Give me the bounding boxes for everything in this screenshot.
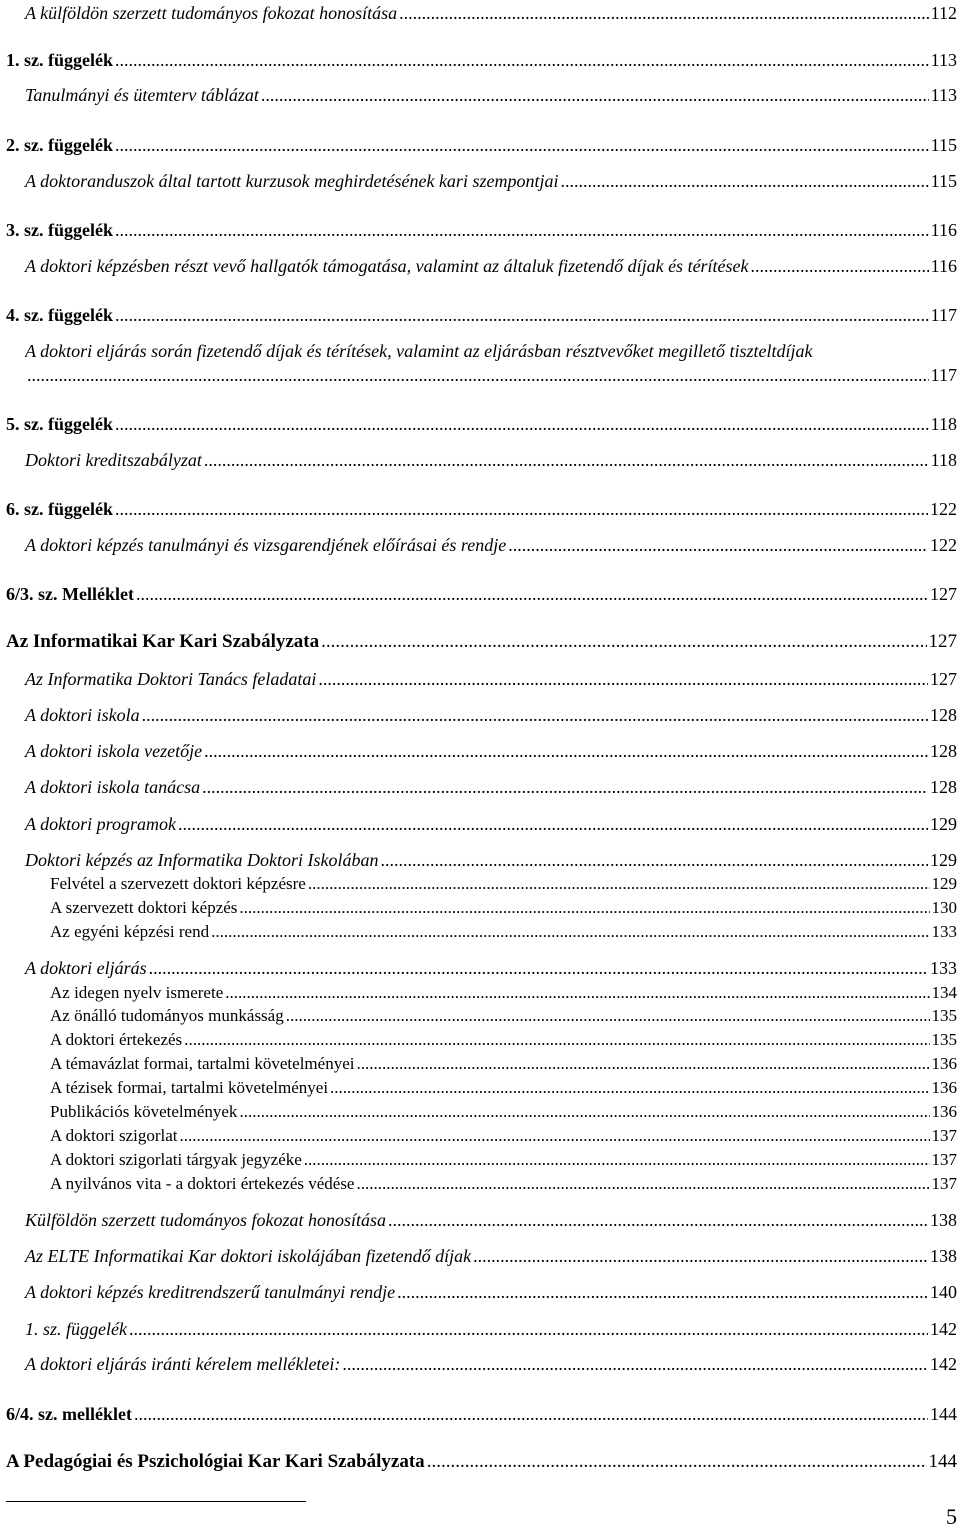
toc-entry-title: A doktoranduszok által tartott kurzusok meghirdetésének kari szempontjai <box>25 171 559 191</box>
toc-entry-page: 140 <box>930 1282 957 1302</box>
toc-entry <box>50 1150 957 1170</box>
toc-leader <box>115 304 929 326</box>
toc-entry <box>6 413 957 435</box>
toc-entry <box>25 170 957 192</box>
toc-entry <box>50 1174 957 1194</box>
toc-entry-page: 136 <box>931 1078 957 1097</box>
toc-entry <box>6 1403 957 1425</box>
toc-entry-page: 112 <box>930 3 957 23</box>
toc-entry-title: Az egyéni képzési rend <box>50 922 210 941</box>
toc-leader <box>134 1403 928 1425</box>
toc-entry-title: 6/4. sz. melléklet <box>6 1404 132 1424</box>
toc-leader <box>202 776 928 798</box>
toc-entry-page: 137 <box>931 1150 957 1169</box>
toc-leader <box>149 957 928 979</box>
toc-entry-title: 4. sz. függelék <box>6 305 113 325</box>
toc-leader <box>115 49 929 71</box>
toc-entry-page: 137 <box>931 1126 957 1145</box>
toc-entry-title: A külföldön szerzett tudományos fokozat honosítása <box>25 3 398 23</box>
toc-entry <box>6 1451 957 1473</box>
toc-entry-page: 115 <box>930 135 957 155</box>
footer-rule <box>6 1501 306 1502</box>
toc-leader <box>388 1209 928 1231</box>
toc-entry <box>25 849 957 871</box>
toc-entry-title: A doktori képzés tanulmányi és vizsgarendjének előírásai és rendje <box>25 535 507 555</box>
toc-entry-title: Külföldön szerzett tudományos fokozat honosítása <box>25 1210 387 1230</box>
toc-entry-title: Az önálló tudományos munkásság <box>50 1006 284 1025</box>
toc-entry-page: 144 <box>928 1451 957 1472</box>
toc-entry-page: 127 <box>928 631 957 652</box>
toc-entry-title: 3. sz. függelék <box>6 220 113 240</box>
toc-entry-title: A tézisek formai, tartalmi követelményei <box>50 1078 329 1097</box>
toc-entry <box>50 922 957 942</box>
toc-entry-title: A doktori eljárás <box>25 958 147 978</box>
toc-entry <box>25 704 957 726</box>
toc-entry-title: A nyilvános vita - a doktori értekezés védése <box>50 1174 355 1193</box>
toc-entry-page: 136 <box>931 1054 957 1073</box>
toc-entry-page: 144 <box>930 1404 957 1424</box>
toc-entry <box>6 631 957 653</box>
toc-entry-page: 128 <box>930 705 957 725</box>
toc-entry-title: Tanulmányi és ütemterv táblázat <box>25 85 259 105</box>
toc-entry-page: 115 <box>930 171 957 191</box>
toc-entry-title: A Pedagógiai és Pszichológiai Kar Kari Szabályzata <box>6 1451 425 1472</box>
toc-leader <box>342 1353 928 1375</box>
toc-leader <box>179 1126 929 1146</box>
toc-leader <box>356 1174 929 1194</box>
toc-entry-page: 117 <box>930 305 957 325</box>
toc-leader <box>225 983 929 1003</box>
toc-entry-title: A doktori iskola vezetője <box>25 741 203 761</box>
toc-entry <box>6 498 957 520</box>
toc-entry-page: 118 <box>930 414 957 434</box>
toc-entry <box>25 449 957 471</box>
toc-entry-page: 142 <box>930 1354 957 1374</box>
toc-leader <box>211 922 929 942</box>
toc-leader <box>136 583 928 605</box>
toc-leader <box>399 2 928 24</box>
toc-entry <box>25 1245 957 1267</box>
toc-entry <box>50 1030 957 1050</box>
toc-leader <box>397 1281 928 1303</box>
toc-leader <box>330 1078 929 1098</box>
toc-entry <box>25 1281 957 1303</box>
toc-entry-title: Doktori képzés az Informatika Doktori Iskolában <box>25 850 379 870</box>
toc-entry <box>25 1353 957 1375</box>
toc-entry <box>6 219 957 241</box>
toc-entry <box>25 813 957 835</box>
toc-entry-page: 113 <box>930 85 957 105</box>
toc-entry <box>6 49 957 71</box>
toc-entry <box>50 874 957 894</box>
toc-leader <box>427 1451 927 1473</box>
toc-entry <box>25 1318 957 1340</box>
toc-entry <box>25 776 957 798</box>
toc-entry <box>25 2 957 24</box>
toc-entry-page: 134 <box>931 983 957 1002</box>
toc-entry-page: 135 <box>931 1006 957 1025</box>
toc-leader <box>380 849 928 871</box>
toc-entry-page: 127 <box>930 584 957 604</box>
toc-entry-page: 138 <box>930 1210 957 1230</box>
page-number: 5 <box>946 1504 957 1529</box>
toc-entry <box>25 1209 957 1231</box>
toc-leader <box>239 1102 929 1122</box>
toc-leader <box>184 1030 929 1050</box>
toc-leader <box>115 134 929 156</box>
toc-leader <box>321 631 926 653</box>
toc-entry-page: 129 <box>930 850 957 870</box>
toc-entry-title: Az Informatika Doktori Tanács feladatai <box>25 669 317 689</box>
toc-entry-title: A doktori képzésben részt vevő hallgatók támogatása, valamint az általuk fizetendő díjak és térítések <box>25 256 749 276</box>
toc-entry-page: 128 <box>930 741 957 761</box>
toc-leader <box>115 413 929 435</box>
toc-leader <box>318 668 928 690</box>
toc-entry-page: 133 <box>930 958 957 978</box>
toc-entry <box>50 898 957 918</box>
toc-entry-title: Az ELTE Informatikai Kar doktori iskolájában fizetendő díjak <box>25 1246 472 1266</box>
toc-entry <box>25 364 957 386</box>
toc-entry-title: A szervezett doktori képzés <box>50 898 238 917</box>
toc-leader <box>304 1150 930 1170</box>
toc-entry <box>6 583 957 605</box>
toc-entry-title: 1. sz. függelék <box>25 1319 127 1339</box>
toc-leader <box>178 813 928 835</box>
toc-leader <box>129 1318 928 1340</box>
toc-entry-title: Az Informatikai Kar Kari Szabályzata <box>6 631 320 652</box>
toc-leader <box>115 219 929 241</box>
toc-entry-title: A doktori képzés kreditrendszerű tanulmányi rendje <box>25 1282 396 1302</box>
toc-entry <box>25 255 957 277</box>
toc-entry-page: 137 <box>931 1174 957 1193</box>
toc-entry-title: Doktori kreditszabályzat <box>25 450 202 470</box>
toc-entry-title: A doktori programok <box>25 814 176 834</box>
toc-entry <box>25 740 957 762</box>
toc-entry <box>50 1126 957 1146</box>
toc-leader <box>27 364 929 386</box>
toc-leader <box>356 1054 929 1074</box>
toc-leader <box>204 449 929 471</box>
toc-entry-page: 122 <box>930 535 957 555</box>
toc-entry-title: 2. sz. függelék <box>6 135 113 155</box>
toc-leader <box>142 704 928 726</box>
toc-entry-title: Felvétel a szervezett doktori képzésre <box>50 874 306 893</box>
toc-entry-title: 5. sz. függelék <box>6 414 113 434</box>
toc-entry-page: 138 <box>930 1246 957 1266</box>
toc-leader <box>308 874 930 894</box>
toc-entry <box>6 304 957 326</box>
toc-entry-page: 135 <box>931 1030 957 1049</box>
toc-leader <box>560 170 928 192</box>
toc-entry <box>25 668 957 690</box>
toc-entry <box>50 1006 957 1026</box>
toc-entry-page: 118 <box>930 450 957 470</box>
toc-entry-page: 122 <box>930 499 957 519</box>
toc-entry-title: A doktori iskola <box>25 705 140 725</box>
toc-entry-page: 130 <box>931 898 957 917</box>
toc-entry-page: 113 <box>930 50 957 70</box>
toc-entry <box>50 1078 957 1098</box>
toc-entry <box>50 983 957 1003</box>
toc-entry-title: A doktori értekezés <box>50 1030 183 1049</box>
toc-leader <box>508 534 928 556</box>
toc-entry-title: Az idegen nyelv ismerete <box>50 983 224 1002</box>
toc-entry-page: 133 <box>931 922 957 941</box>
toc-entry-title: 6/3. sz. Melléklet <box>6 584 134 604</box>
toc-entry-title: A témavázlat formai, tartalmi követelményei <box>50 1054 355 1073</box>
toc-entry-page: 116 <box>930 220 957 240</box>
toc-entry <box>25 957 957 979</box>
toc-entry <box>25 84 957 106</box>
toc-leader <box>204 740 928 762</box>
toc-entry-title: 6. sz. függelék <box>6 499 113 519</box>
toc-entry-page: 117 <box>930 365 957 385</box>
toc-entry <box>50 1102 957 1122</box>
toc-entry-page: 127 <box>930 669 957 689</box>
toc-leader <box>473 1245 928 1267</box>
toc-leader <box>261 84 929 106</box>
toc-entry-page: 142 <box>930 1319 957 1339</box>
toc-entry <box>6 134 957 156</box>
toc-entry-title: A doktori eljárás iránti kérelem mellékletei: <box>25 1354 341 1374</box>
toc-leader <box>286 1006 930 1026</box>
toc-entry-title: A doktori iskola tanácsa <box>25 777 201 797</box>
toc-entry-title: A doktori eljárás során fizetendő díjak és térítések, valamint az eljárásban résztvevőket megillető tiszteltdíjak <box>25 341 813 361</box>
toc-leader <box>115 498 928 520</box>
toc-leader <box>239 898 929 918</box>
toc-entry-title: A doktori szigorlati tárgyak jegyzéke <box>50 1150 302 1169</box>
toc-entry-page: 129 <box>930 814 957 834</box>
toc-entry-title: 1. sz. függelék <box>6 50 113 70</box>
toc-entry <box>50 1054 957 1074</box>
toc-entry-page: 116 <box>930 256 957 276</box>
toc-entry <box>25 534 957 556</box>
toc-entry-page: 129 <box>931 874 957 893</box>
toc-entry-title: A doktori szigorlat <box>50 1126 178 1145</box>
toc-leader <box>751 255 929 277</box>
toc-entry-page: 136 <box>931 1102 957 1121</box>
toc-entry-title: Publikációs követelmények <box>50 1102 238 1121</box>
toc-entry-page: 128 <box>930 777 957 797</box>
